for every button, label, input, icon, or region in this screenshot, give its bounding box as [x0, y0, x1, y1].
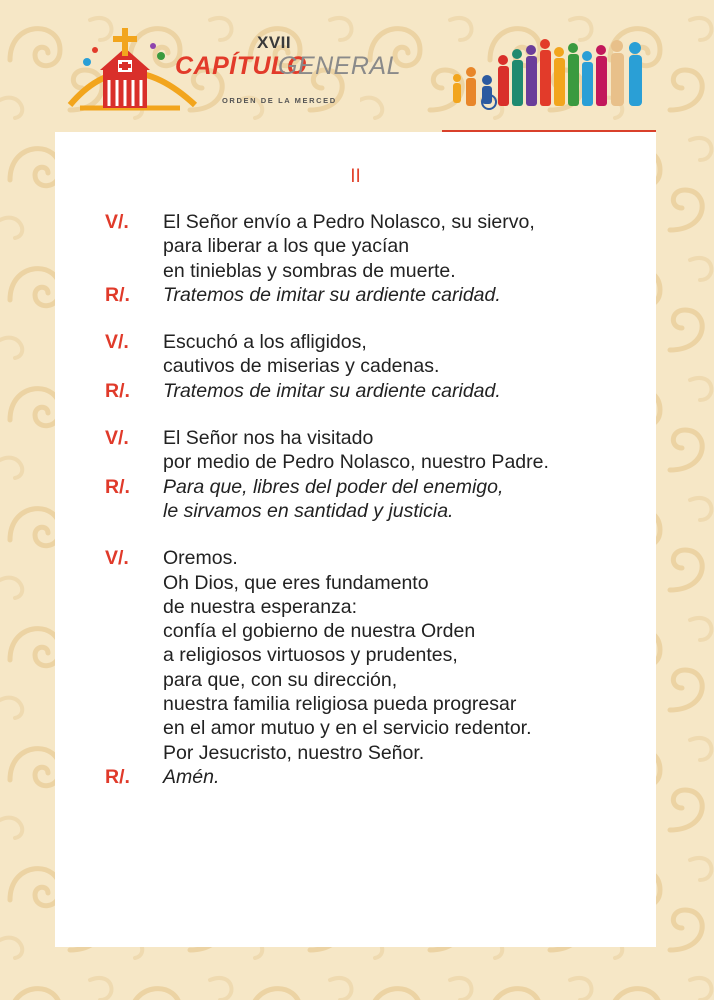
versicle-line: [55, 595, 656, 619]
versicle-line: [55, 330, 656, 354]
versicle-line: [55, 741, 656, 765]
verse-text: en el amor mutuo y en el servicio redentor.: [163, 717, 532, 740]
verse-text: Oremos.: [163, 547, 238, 570]
response-text: Tratemos de imitar su ardiente caridad.: [163, 283, 501, 306]
verse-text: Oh Dios, que eres fundamento: [163, 571, 429, 594]
versicle-line: [55, 426, 656, 450]
verse-text: cautivos de miserias y cadenas.: [163, 355, 440, 378]
versicle-marker: V/.: [105, 427, 129, 450]
verse-text: El Señor envío a Pedro Nolasco, su siervo,: [163, 211, 535, 233]
response-text: Amén.: [163, 765, 220, 788]
versicle-line: [55, 354, 656, 378]
versicle-marker: V/.: [105, 547, 129, 570]
response-text: le sirvamos en santidad y justicia.: [163, 499, 454, 522]
response-line: [55, 765, 656, 789]
verse-text: El Señor nos ha visitado: [163, 427, 374, 450]
versicle-line: [55, 571, 656, 595]
verse-text: Por Jesucristo, nuestro Señor.: [163, 741, 425, 764]
response-line: [55, 475, 656, 499]
versicle-marker: V/.: [105, 331, 129, 354]
verse-text: en tinieblas y sombras de muerte.: [163, 259, 456, 282]
versicle-line: [55, 450, 656, 474]
logo-subtitle: ORDEN DE LA MERCED: [222, 96, 337, 105]
header: [55, 0, 656, 132]
verse-text: nuestra familia religiosa pueda progresar: [163, 693, 517, 716]
verse-text: de nuestra esperanza:: [163, 595, 358, 618]
versicle-line: [55, 259, 656, 283]
logo-title-general: GENERAL: [278, 52, 401, 80]
prayer-page: [55, 132, 656, 947]
response-marker: R/.: [105, 283, 130, 306]
response-line: [55, 283, 656, 307]
versicle-line: [55, 668, 656, 692]
verse-text: Escuchó a los afligidos,: [163, 331, 367, 354]
versicle-line: [55, 234, 656, 258]
versicle-line: [55, 692, 656, 716]
verse-text: para que, con su dirección,: [163, 668, 398, 691]
verse-text: a religiosos virtuosos y prudentes,: [163, 644, 458, 667]
logo-title-capitulo: CAPÍTULO: [175, 52, 307, 80]
people-silhouettes-icon: [445, 30, 655, 112]
prayer-text: [55, 210, 656, 789]
versicle-line: [55, 546, 656, 570]
response-line: [55, 499, 656, 523]
response-marker: R/.: [105, 475, 130, 498]
verse-text: para liberar a los que yacían: [163, 235, 410, 258]
response-marker: R/.: [105, 765, 130, 788]
verse-text: por medio de Pedro Nolasco, nuestro Padre.: [163, 451, 549, 474]
versicle-line: [55, 643, 656, 667]
response-marker: R/.: [105, 379, 130, 402]
versicle-line: [55, 619, 656, 643]
versicle-line: [55, 210, 656, 234]
response-text: Tratemos de imitar su ardiente caridad.: [163, 379, 501, 402]
verse-text: confía el gobierno de nuestra Orden: [163, 620, 476, 643]
versicle-marker: V/.: [105, 211, 129, 233]
versicle-line: [55, 716, 656, 740]
logo-number: XVII: [257, 33, 292, 52]
response-text: Para que, libres del poder del enemigo,: [163, 475, 504, 498]
response-line: [55, 379, 656, 403]
section-number: II: [350, 166, 361, 187]
